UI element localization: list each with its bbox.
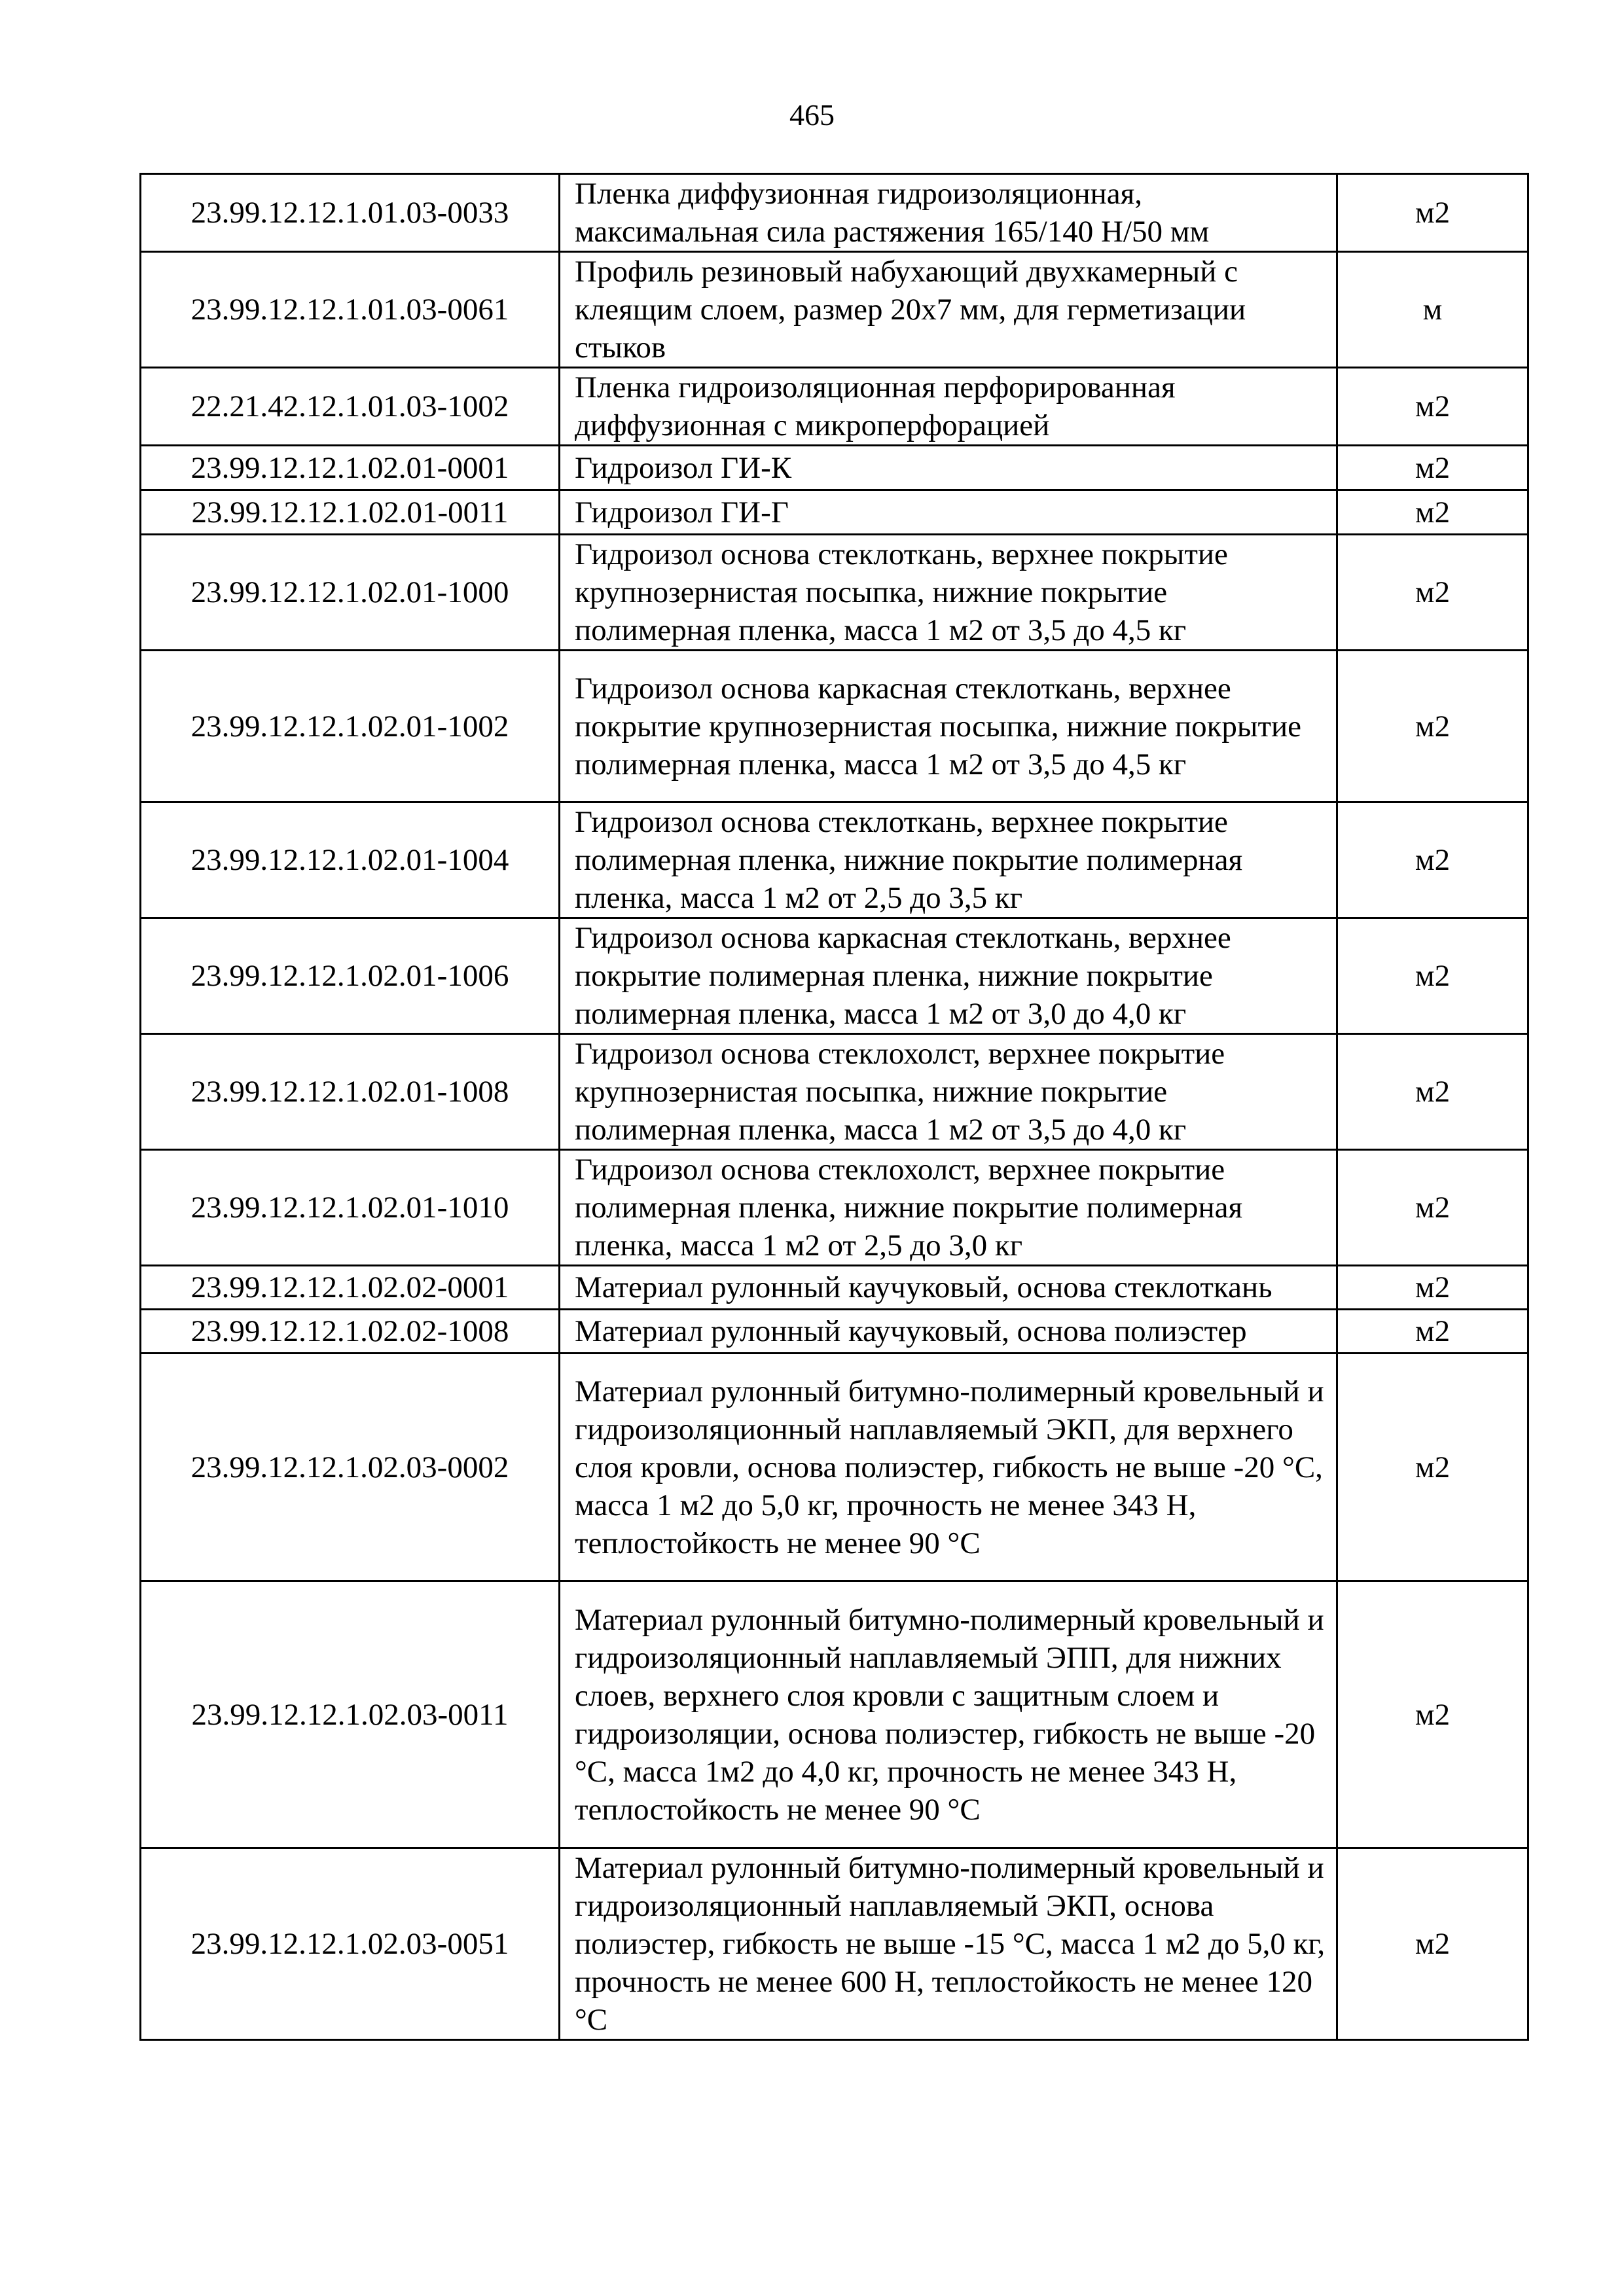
row-code: 23.99.12.12.1.02.03-0011: [141, 1581, 560, 1848]
page-number: 465: [789, 98, 835, 132]
table-row: [141, 1354, 1528, 1581]
table-row: [141, 252, 1528, 368]
row-name: Материал рулонный битумно-полимерный кровельный и гидроизоляционный наплавляемый ЭКП, основа полиэстер, гибкость не выше -15 °С, масса 1 м2 до 5,0 кг, прочность не менее 600 Н, теплостойкость не менее 120 °С: [560, 1848, 1337, 2040]
table-row: [141, 1150, 1528, 1266]
row-code: 23.99.12.12.1.02.03-0051: [141, 1848, 560, 2040]
row-code: 23.99.12.12.1.01.03-0061: [141, 252, 560, 368]
row-code: 23.99.12.12.1.01.03-0033: [141, 174, 560, 252]
table-row: [141, 651, 1528, 802]
row-code: 23.99.12.12.1.02.01-1002: [141, 651, 560, 802]
table-row: [141, 368, 1528, 446]
row-name: Материал рулонный каучуковый, основа полиэстер: [560, 1310, 1337, 1354]
table-row: [141, 174, 1528, 252]
row-code: 23.99.12.12.1.02.02-1008: [141, 1310, 560, 1354]
row-name: Материал рулонный битумно-полимерный кровельный и гидроизоляционный наплавляемый ЭКП, для верхнего слоя кровли, основа полиэстер, гибкость не выше -20 °С, масса 1 м2 до 5,0 кг, прочность не менее 343 Н, теплостойкость не менее 90 °С: [560, 1354, 1337, 1581]
row-name: Гидроизол основа стеклоткань, верхнее покрытие крупнозернистая посыпка, нижние покрытие полимерная пленка, масса 1 м2 от 3,5 до 4,5 кг: [560, 535, 1337, 651]
row-code: 23.99.12.12.1.02.01-1004: [141, 802, 560, 918]
row-unit: м2: [1337, 1354, 1528, 1581]
row-name: Гидроизол основа стеклохолст, верхнее покрытие крупнозернистая посыпка, нижние покрытие полимерная пленка, масса 1 м2 от 3,5 до 4,0 кг: [560, 1034, 1337, 1150]
row-name: Гидроизол ГИ-К: [560, 446, 1337, 490]
row-name: Гидроизол основа стеклохолст, верхнее покрытие полимерная пленка, нижние покрытие полимерная пленка, масса 1 м2 от 2,5 до 3,0 кг: [560, 1150, 1337, 1266]
row-unit: м2: [1337, 918, 1528, 1034]
row-code: 23.99.12.12.1.02.01-1006: [141, 918, 560, 1034]
row-name: Пленка диффузионная гидроизоляционная, максимальная сила растяжения 165/140 Н/50 мм: [560, 174, 1337, 252]
table-row: [141, 1034, 1528, 1150]
row-unit: м2: [1337, 1310, 1528, 1354]
row-unit: м2: [1337, 1266, 1528, 1310]
row-name: Профиль резиновый набухающий двухкамерный с клеящим слоем, размер 20х7 мм, для герметизации стыков: [560, 252, 1337, 368]
table-row: [141, 1310, 1528, 1354]
table-row: [141, 1848, 1528, 2040]
row-name: Гидроизол основа каркасная стеклоткань, верхнее покрытие крупнозернистая посыпка, нижние покрытие полимерная пленка, масса 1 м2 от 3,5 до 4,5 кг: [560, 651, 1337, 802]
row-name: Материал рулонный битумно-полимерный кровельный и гидроизоляционный наплавляемый ЭПП, для нижних слоев, верхнего слоя кровли с защитным слоем и гидроизоляции, основа полиэстер, гибкость не выше -20 °С, масса 1м2 до 4,0 кг, прочность не менее 343 Н, теплостойкость не менее 90 °С: [560, 1581, 1337, 1848]
table-row: [141, 535, 1528, 651]
table-row: [141, 802, 1528, 918]
row-unit: м2: [1337, 802, 1528, 918]
row-name: Гидроизол основа стеклоткань, верхнее покрытие полимерная пленка, нижние покрытие полимерная пленка, масса 1 м2 от 2,5 до 3,5 кг: [560, 802, 1337, 918]
row-unit: м2: [1337, 1150, 1528, 1266]
row-name: Гидроизол основа каркасная стеклоткань, верхнее покрытие полимерная пленка, нижние покрытие полимерная пленка, масса 1 м2 от 3,0 до 4,0 кг: [560, 918, 1337, 1034]
row-code: 23.99.12.12.1.02.02-0001: [141, 1266, 560, 1310]
row-name: Пленка гидроизоляционная перфорированная диффузионная с микроперфорацией: [560, 368, 1337, 446]
row-unit: м2: [1337, 1848, 1528, 2040]
row-code: 22.21.42.12.1.01.03-1002: [141, 368, 560, 446]
table-row: [141, 490, 1528, 535]
row-unit: м2: [1337, 1581, 1528, 1848]
row-unit: м2: [1337, 535, 1528, 651]
row-unit: м2: [1337, 490, 1528, 535]
row-unit: м2: [1337, 368, 1528, 446]
row-code: 23.99.12.12.1.02.01-0001: [141, 446, 560, 490]
row-unit: м2: [1337, 1034, 1528, 1150]
row-unit: м2: [1337, 446, 1528, 490]
table-row: [141, 446, 1528, 490]
row-code: 23.99.12.12.1.02.01-0011: [141, 490, 560, 535]
table-row: [141, 918, 1528, 1034]
row-name: Гидроизол ГИ-Г: [560, 490, 1337, 535]
row-unit: м: [1337, 252, 1528, 368]
table-row: [141, 1266, 1528, 1310]
row-unit: м2: [1337, 174, 1528, 252]
row-code: 23.99.12.12.1.02.03-0002: [141, 1354, 560, 1581]
row-code: 23.99.12.12.1.02.01-1010: [141, 1150, 560, 1266]
row-unit: м2: [1337, 651, 1528, 802]
materials-table: [139, 173, 1529, 2041]
row-code: 23.99.12.12.1.02.01-1008: [141, 1034, 560, 1150]
table-row: [141, 1581, 1528, 1848]
row-code: 23.99.12.12.1.02.01-1000: [141, 535, 560, 651]
row-name: Материал рулонный каучуковый, основа стеклоткань: [560, 1266, 1337, 1310]
